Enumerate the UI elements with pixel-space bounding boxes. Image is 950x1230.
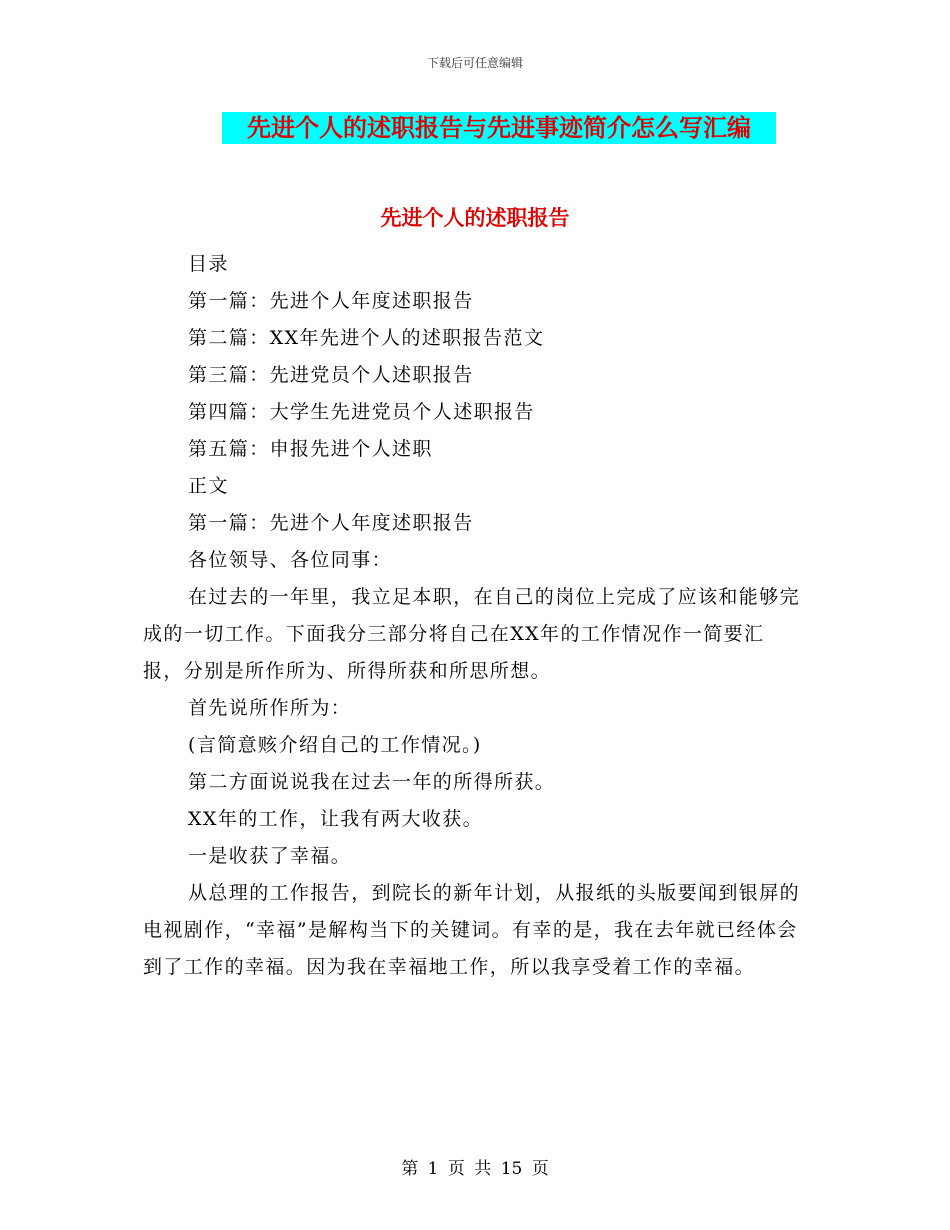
section-title: 先进个人的述职报告 <box>380 206 570 230</box>
body-paragraph: (言简意赅介绍自己的工作情况。) <box>188 734 482 756</box>
toc-item-4: 第四篇：大学生先进党员个人述职报告 <box>188 401 535 423</box>
body-heading: 正文 <box>188 475 229 497</box>
body-paragraph: 首先说所作所为： <box>188 697 352 719</box>
body-paragraph: 一是收获了幸福。 <box>188 845 352 867</box>
toc-item-3: 第三篇：先进党员个人述职报告 <box>188 364 474 386</box>
body-paragraph: 从总理的工作报告，到院长的新年计划，从报纸的头版要闻到银屏的电视剧作，“幸福”是解构当下的关键词。有幸的是，我在去年就已经体会到了工作的幸福。因为我在幸福地工作，所以我享受着工作的幸福。 <box>143 882 801 978</box>
body-paragraph: XX年的工作，让我有两大收获。 <box>188 808 484 830</box>
toc-item-1: 第一篇：先进个人年度述职报告 <box>188 290 474 312</box>
chapter-title: 第一篇：先进个人年度述职报告 <box>188 512 474 534</box>
toc-item-5: 第五篇：申报先进个人述职 <box>188 438 433 460</box>
body-paragraph: 在过去的一年里，我立足本职，在自己的岗位上完成了应该和能够完成的一切工作。下面我分三部分将自己在XX年的工作情况作一简要汇报，分别是所作所为、所得所获和所思所想。 <box>143 586 801 682</box>
toc-item-2: 第二篇：XX年先进个人的述职报告范文 <box>188 327 545 349</box>
header-note: 下载后可任意编辑 <box>426 56 523 70</box>
page-footer: 第 1 页 共 15 页 <box>401 1159 549 1179</box>
document-main-title: 先进个人的述职报告与先进事迹简介怎么写汇编 <box>222 112 776 144</box>
salutation: 各位领导、各位同事： <box>188 549 393 571</box>
document-body <box>143 246 803 986</box>
body-paragraph: 第二方面说说我在过去一年的所得所获。 <box>188 771 556 793</box>
toc-heading: 目录 <box>188 253 229 275</box>
